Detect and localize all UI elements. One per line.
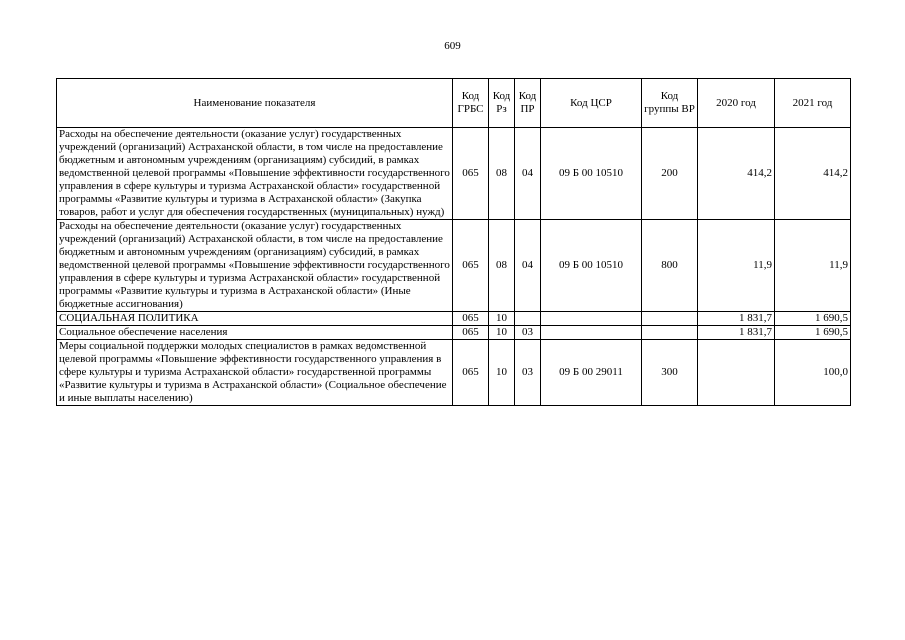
row-2021: 100,0 — [775, 340, 851, 406]
row-vr — [642, 326, 698, 340]
row-2021: 1 690,5 — [775, 312, 851, 326]
col-header-grbs: Код ГРБС — [453, 79, 489, 128]
row-grbs: 065 — [453, 220, 489, 312]
row-pr: 03 — [515, 326, 541, 340]
row-pr: 04 — [515, 128, 541, 220]
row-name: Расходы на обеспечение деятельности (оказание услуг) государственных учреждений (организаций) Астраханской области, в том числе на предоставление бюджетным и автономным учреждениям (организациям) субсидий, в рамках ведомственной целевой программы «Повышение эффективности государственного управления в сфере культуры и туризма Астраханской области» государственной программы «Развитие культуры и туризма в Астраханской области» (Закупка товаров, работ и услуг для обеспечения государственных (муниципальных) нужд) — [57, 128, 453, 220]
row-2020: 11,9 — [698, 220, 775, 312]
row-2021: 11,9 — [775, 220, 851, 312]
row-rz: 10 — [489, 340, 515, 406]
table-row — [57, 128, 851, 220]
col-header-pr: Код ПР — [515, 79, 541, 128]
row-pr: 03 — [515, 340, 541, 406]
row-vr: 800 — [642, 220, 698, 312]
table-row — [57, 340, 851, 406]
table-row — [57, 312, 851, 326]
row-name: СОЦИАЛЬНАЯ ПОЛИТИКА — [57, 312, 453, 326]
row-grbs: 065 — [453, 326, 489, 340]
row-csr: 09 Б 00 29011 — [541, 340, 642, 406]
table-row — [57, 326, 851, 340]
col-header-2021: 2021 год — [775, 79, 851, 128]
row-pr: 04 — [515, 220, 541, 312]
row-csr — [541, 312, 642, 326]
row-rz: 08 — [489, 220, 515, 312]
row-rz: 08 — [489, 128, 515, 220]
col-header-csr: Код ЦСР — [541, 79, 642, 128]
row-2021: 414,2 — [775, 128, 851, 220]
row-2020 — [698, 340, 775, 406]
row-name: Меры социальной поддержки молодых специалистов в рамках ведомственной целевой программы «Повышение эффективности государственного управления в сфере культуры и туризма Астраханской области» государственной программы «Развитие культуры и туризма в Астраханской области» (Социальное обеспечение и иные выплаты населению) — [57, 340, 453, 406]
row-pr — [515, 312, 541, 326]
table-row — [57, 220, 851, 312]
row-2020: 414,2 — [698, 128, 775, 220]
row-grbs: 065 — [453, 340, 489, 406]
page-number: 609 — [444, 40, 461, 52]
row-2020: 1 831,7 — [698, 312, 775, 326]
row-grbs: 065 — [453, 128, 489, 220]
col-header-name: Наименование показателя — [57, 79, 453, 128]
col-header-2020: 2020 год — [698, 79, 775, 128]
header-row — [57, 79, 851, 128]
row-vr: 200 — [642, 128, 698, 220]
row-name: Расходы на обеспечение деятельности (оказание услуг) государственных учреждений (организаций) Астраханской области, в том числе на предоставление бюджетным и автономным учреждениям (организациям) субсидий, в рамках ведомственной целевой программы «Повышение эффективности государственного управления в сфере культуры и туризма Астраханской области» государственной программы «Развитие культуры и туризма в Астраханской области» (Иные бюджетные ассигнования) — [57, 220, 453, 312]
row-rz: 10 — [489, 312, 515, 326]
row-csr: 09 Б 00 10510 — [541, 128, 642, 220]
row-vr: 300 — [642, 340, 698, 406]
row-csr — [541, 326, 642, 340]
row-name: Социальное обеспечение населения — [57, 326, 453, 340]
row-2020: 1 831,7 — [698, 326, 775, 340]
col-header-vr: Код группы ВР — [642, 79, 698, 128]
row-csr: 09 Б 00 10510 — [541, 220, 642, 312]
row-vr — [642, 312, 698, 326]
row-grbs: 065 — [453, 312, 489, 326]
row-rz: 10 — [489, 326, 515, 340]
col-header-rz: Код Рз — [489, 79, 515, 128]
budget-table — [56, 78, 851, 406]
row-2021: 1 690,5 — [775, 326, 851, 340]
